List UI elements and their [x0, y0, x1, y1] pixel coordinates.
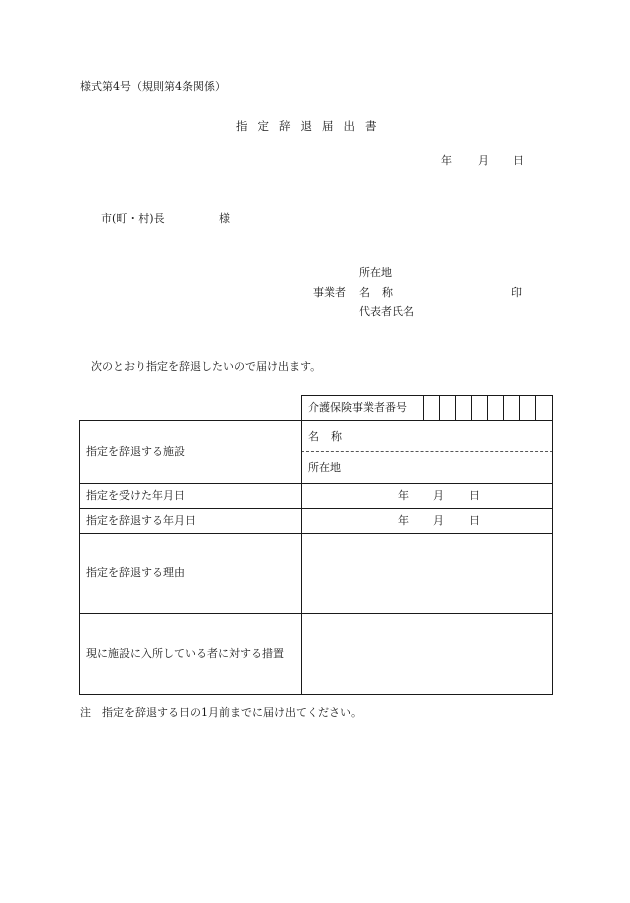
- digit-box-divider: [439, 395, 440, 420]
- reason-label: 指定を辞退する理由: [86, 566, 185, 579]
- digit-box-divider: [423, 395, 424, 420]
- provider-number-label: 介護保険事業者番号: [308, 401, 407, 414]
- digit-box-divider: [519, 395, 520, 420]
- digit-box-divider: [455, 395, 456, 420]
- withdrawal-table: [79, 395, 553, 695]
- withdraw-date-day: 日: [469, 514, 480, 527]
- addressee: 市(町・村)長: [101, 212, 165, 225]
- measures-label: 現に施設に入所している者に対する措置: [86, 647, 284, 660]
- footnote: 注 指定を辞退する日の1月前までに届け出てください。: [80, 706, 362, 719]
- table-dashed-rule: [301, 451, 553, 452]
- table-rule: [301, 395, 553, 396]
- withdraw-date-year: 年: [398, 514, 409, 527]
- statement-text: 次のとおり指定を辞退したいので届け出ます。: [91, 360, 322, 373]
- facility-label: 指定を辞退する施設: [86, 445, 185, 458]
- withdraw-date-month: 月: [433, 514, 444, 527]
- submission-date: [441, 154, 525, 168]
- digit-box-divider: [535, 395, 536, 420]
- form-number: 様式第4号（規則第4条関係）: [80, 80, 226, 93]
- received-date-year: 年: [398, 489, 409, 502]
- table-rule: [301, 395, 302, 695]
- table-rule: [79, 533, 553, 534]
- table-rule: [79, 420, 553, 421]
- received-date-month: 月: [433, 489, 444, 502]
- table-rule: [79, 613, 553, 614]
- digit-box-divider: [487, 395, 488, 420]
- business-representative-label: 代表者氏名: [359, 305, 414, 318]
- received-date-label: 指定を受けた年月日: [86, 489, 185, 502]
- table-rule: [79, 508, 553, 509]
- date-day-label: 日: [513, 154, 524, 167]
- table-rule: [79, 483, 553, 484]
- digit-box-divider: [471, 395, 472, 420]
- table-rule: [552, 395, 553, 695]
- withdraw-date-label: 指定を辞退する年月日: [86, 514, 196, 527]
- facility-location-label: 所在地: [308, 461, 341, 474]
- facility-name-label: 名称: [308, 430, 354, 443]
- business-label: 事業者: [313, 286, 346, 299]
- date-year-label: 年: [441, 154, 452, 167]
- table-rule: [79, 420, 80, 695]
- document-title: 指定辞退届出書: [236, 119, 387, 133]
- table-rule: [79, 694, 553, 695]
- addressee-honorific: 様: [219, 212, 230, 225]
- digit-box-divider: [503, 395, 504, 420]
- date-month-label: 月: [478, 154, 489, 167]
- business-location-label: 所在地: [359, 266, 392, 279]
- received-date-day: 日: [469, 489, 480, 502]
- business-name-label: 名称: [359, 286, 405, 299]
- seal-mark: 印: [511, 286, 522, 299]
